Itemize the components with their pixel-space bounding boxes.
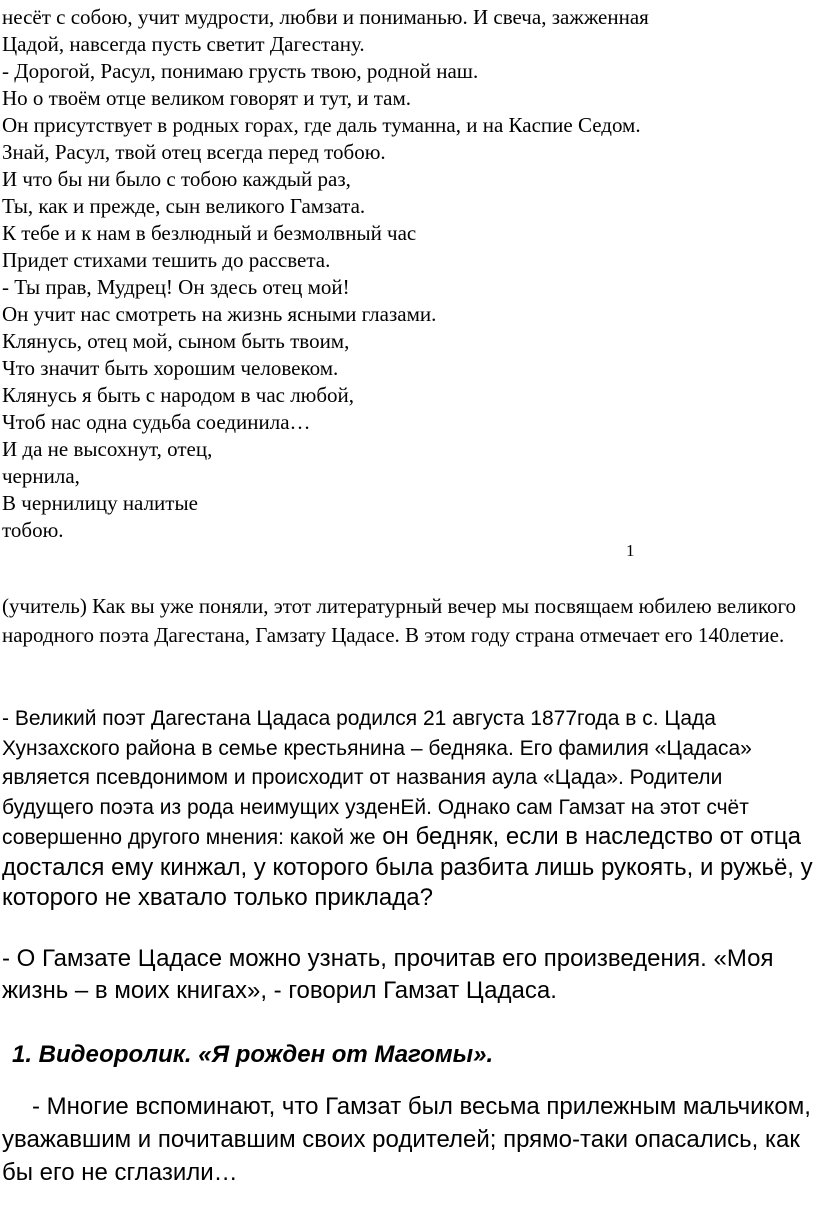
poem-line: И да не высохнут, отец, xyxy=(2,437,213,461)
teacher-paragraph: (учитель) Как вы уже поняли, этот литературный вечер мы посвящаем юбилею великого народного поэта Дагестана, Гамзату Цадасе. В этом году страна отмечает его 140летие. xyxy=(2,594,797,647)
poem-line: чернила, xyxy=(2,464,80,488)
poem-line: Он учит нас смотреть на жизнь ясными глазами. xyxy=(2,302,437,326)
poem-line: Цадой, навсегда пусть светит Дагестану. xyxy=(2,32,365,56)
biography-paragraph xyxy=(2,704,814,914)
poem-line: - Ты прав, Мудрец! Он здесь отец мой! xyxy=(2,275,350,299)
biography-text-large: он бедняк, если в наследство от отца достался ему кинжал, у которого была разбита лишь рукоять, и ружьё, у которого не хватало только приклада? xyxy=(2,823,813,911)
poem-line: несёт с собою, учит мудрости, любви и пониманью. И свеча, зажженная xyxy=(2,5,649,29)
poem-line: Придет стихами тешить до рассвета. xyxy=(2,248,331,272)
poem-line: Клянусь я быть с народом в час любой, xyxy=(2,383,355,407)
memories-paragraph xyxy=(2,1090,814,1189)
poem-line: Но о твоём отце великом говорят и тут, и там. xyxy=(2,86,412,110)
poem-line: Чтоб нас одна судьба соединила… xyxy=(2,410,311,434)
biography-text-small: - Великий поэт Дагестана Цадаса родился 21 августа 1877года в с. Цада Хунзахского района в семье крестьянина – бедняка. Его фамилия «Цадаса» является псевдонимом и происходит от названия аула «Цада». Родители будущего поэта из рода неимущих узденЕй. Однако сам Гамзат на этот счёт совершенно другого мнения: какой же xyxy=(2,707,752,849)
poem-line: тобою. xyxy=(2,518,64,542)
video-heading: 1. Видеоролик. «Я рожден от Магомы». xyxy=(12,1041,494,1068)
poem-block xyxy=(2,4,649,544)
poem-line: В чернилицу налитые xyxy=(2,491,198,515)
poem-line: Клянусь, отец мой, сыном быть твоим, xyxy=(2,329,350,353)
poem-line: К тебе и к нам в безлюдный и безмолвный час xyxy=(2,221,417,245)
page-number: 1 xyxy=(626,541,635,560)
poem-line: Что значит быть хорошим человеком. xyxy=(2,356,339,380)
poem-line: - Дорогой, Расул, понимаю грусть твою, родной наш. xyxy=(2,59,479,83)
poem-line: И что бы ни было с тобою каждый раз, xyxy=(2,167,351,191)
poem-line: Ты, как и прежде, сын великого Гамзата. xyxy=(2,194,366,218)
works-paragraph: - О Гамзате Цадасе можно узнать, прочитав его произведения. «Моя жизнь – в моих книгах», - говорил Гамзат Цадаса. xyxy=(2,945,774,1004)
memories-text: - Многие вспоминают, что Гамзат был весьма прилежным мальчиком, уважавшим и почитавшим своих родителей; прямо-таки опасались, как бы его не сглазили… xyxy=(2,1093,811,1186)
poem-line: Знай, Расул, твой отец всегда перед тобою. xyxy=(2,140,386,164)
poem-line: Он присутствует в родных горах, где даль туманна, и на Каспие Седом. xyxy=(2,113,641,137)
